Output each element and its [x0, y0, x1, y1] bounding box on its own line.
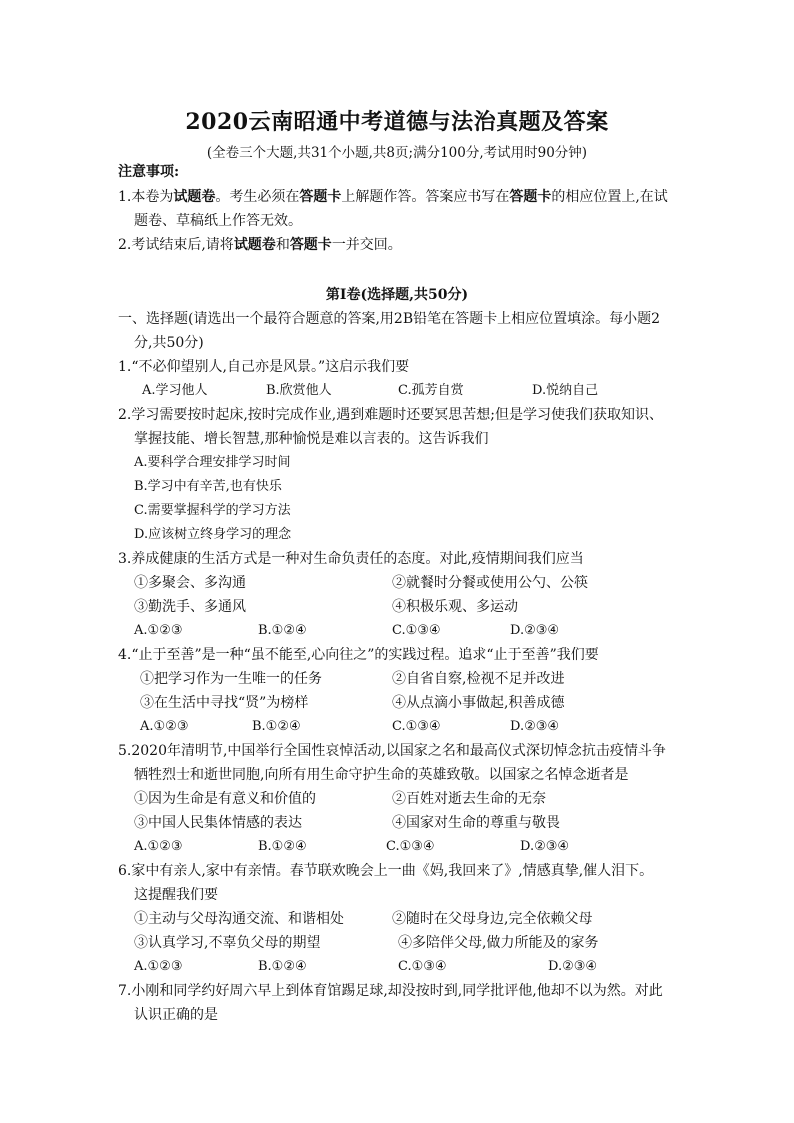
question-7-stem: 7.小刚和同学约好周六早上到体育馆踢足球,却没按时到,同学批评他,他却不以为然。对此	[118, 983, 663, 999]
question-4-statement-2: ②自省自察,检视不足并改进	[392, 671, 565, 687]
question-3-option-d: D.②③④	[510, 623, 560, 638]
question-5-statement-3: ③中国人民集体情感的表达	[134, 815, 302, 831]
text: 和	[275, 237, 290, 253]
text: 答题卡	[509, 189, 552, 205]
question-2-option-b: B.学习中有辛苦,也有快乐	[134, 479, 282, 494]
question-2-option-a: A.要科学合理安排学习时间	[134, 455, 291, 470]
question-3-statement-4: ④积极乐观、多运动	[392, 599, 518, 615]
question-4-option-d: D.②③④	[510, 719, 560, 734]
question-2-option-d: D.应该树立终身学习的理念	[134, 527, 292, 542]
question-6-statement-4: ④多陪伴父母,做力所能及的家务	[398, 935, 599, 951]
question-6-statement-2: ②随时在父母身边,完全依赖父母	[392, 911, 593, 927]
question-6-stem-cont: 这提醒我们要	[134, 887, 218, 903]
question-3-statement-3: ③勤洗手、多通风	[134, 599, 246, 615]
section-intro: 一、选择题(请选出一个最符合题意的答案,用2B铅笔在答题卡上相应位置填涂。每小题2	[118, 311, 661, 327]
text: 答题卡	[289, 237, 332, 253]
text: 试题卷	[173, 189, 216, 205]
notice-item-2	[118, 235, 402, 255]
question-1-stem: 1.“不必仰望别人,自己亦是风景。”这启示我们要	[118, 359, 410, 375]
question-3-option-a: A.①②③	[134, 623, 183, 638]
page-subtitle: (全卷三个大题,共31个小题,共8页;满分100分,考试用时90分钟)	[206, 145, 588, 161]
question-4-statement-4: ④从点滴小事做起,积善成德	[392, 695, 565, 711]
notice-heading: 注意事项:	[118, 164, 180, 180]
page-title: 2020云南昭通中考道德与法治真题及答案	[185, 109, 609, 135]
question-4-option-c: C.①③④	[392, 719, 441, 734]
question-3-statement-1: ①多聚会、多沟通	[134, 575, 246, 591]
question-3-statement-2: ②就餐时分餐或使用公勺、公筷	[392, 575, 588, 591]
text: 上解题作答。答案应书写在	[341, 189, 510, 205]
question-5-stem-cont: 牺牲烈士和逝世同胞,向所有用生命守护生命的英雄致敬。以国家之名悼念逝者是	[134, 767, 629, 783]
question-5-statement-2: ②百姓对逝去生命的无奈	[392, 791, 546, 807]
question-5-statement-4: ④国家对生命的尊重与敬畏	[392, 815, 560, 831]
question-4-stem: 4.“止于至善”是一种“虽不能至,心向往之”的实践过程。追求“止于至善”我们要	[118, 647, 599, 663]
section-intro-cont: 分,共50分)	[134, 335, 204, 351]
question-5-stem: 5.2020年清明节,中国举行全国性哀悼活动,以国家之名和最高仪式深切悼念抗击疫情斗争	[118, 743, 666, 759]
question-1-option-c: C.孤芳自赏	[398, 383, 464, 398]
question-7-stem-cont: 认识正确的是	[134, 1007, 218, 1023]
question-5-statement-1: ①因为生命是有意义和价值的	[134, 791, 316, 807]
text: 2.考试结束后,请将	[118, 237, 234, 253]
section-heading: 第Ⅰ卷(选择题,共50分)	[325, 287, 469, 303]
question-6-option-b: B.①②④	[258, 959, 307, 974]
question-2-option-c: C.需要掌握科学的学习方法	[134, 503, 291, 518]
text: 答题卡	[299, 189, 342, 205]
text: 1.本卷为	[118, 189, 174, 205]
question-1-option-d: D.悦纳自己	[532, 383, 599, 398]
question-1-option-a: A.学习他人	[142, 383, 208, 398]
question-3-option-c: C.①③④	[392, 623, 441, 638]
question-6-option-d: D.②③④	[548, 959, 598, 974]
text: 的相应位置上,在试	[551, 189, 668, 205]
question-4-option-b: B.①②④	[252, 719, 301, 734]
question-3-option-b: B.①②④	[258, 623, 307, 638]
question-5-option-b: B.①②④	[258, 839, 307, 854]
text: 一并交回。	[331, 237, 402, 253]
text: 试题卷	[233, 237, 276, 253]
question-6-stem: 6.家中有亲人,家中有亲情。春节联欢晚会上一曲《妈,我回来了》,情感真挚,催人泪下。	[118, 863, 654, 879]
question-1-option-b: B.欣赏他人	[266, 383, 332, 398]
question-6-option-c: C.①③④	[398, 959, 447, 974]
question-6-option-a: A.①②③	[134, 959, 183, 974]
question-3-stem: 3.养成健康的生活方式是一种对生命负责任的态度。对此,疫情期间我们应当	[118, 551, 584, 567]
text: 。考生必须在	[215, 189, 300, 205]
question-5-option-d: D.②③④	[520, 839, 570, 854]
question-4-statement-1: ①把学习作为一生唯一的任务	[140, 671, 322, 687]
question-2-stem-cont: 掌握技能、增长智慧,那种愉悦是难以言表的。这告诉我们	[134, 431, 489, 447]
question-5-option-c: C.①③④	[386, 839, 435, 854]
notice-item-1-cont: 题卷、草稿纸上作答无效。	[134, 213, 302, 229]
question-4-statement-3: ③在生活中寻找“贤”为榜样	[140, 695, 309, 711]
question-6-statement-3: ③认真学习,不辜负父母的期望	[134, 935, 321, 951]
question-4-option-a: A.①②③	[140, 719, 189, 734]
question-6-statement-1: ①主动与父母沟通交流、和谐相处	[134, 911, 344, 927]
question-5-option-a: A.①②③	[134, 839, 183, 854]
notice-item-1	[118, 187, 668, 207]
question-2-stem: 2.学习需要按时起床,按时完成作业,遇到难题时还要冥思苦想;但是学习使我们获取知识、	[118, 407, 663, 423]
